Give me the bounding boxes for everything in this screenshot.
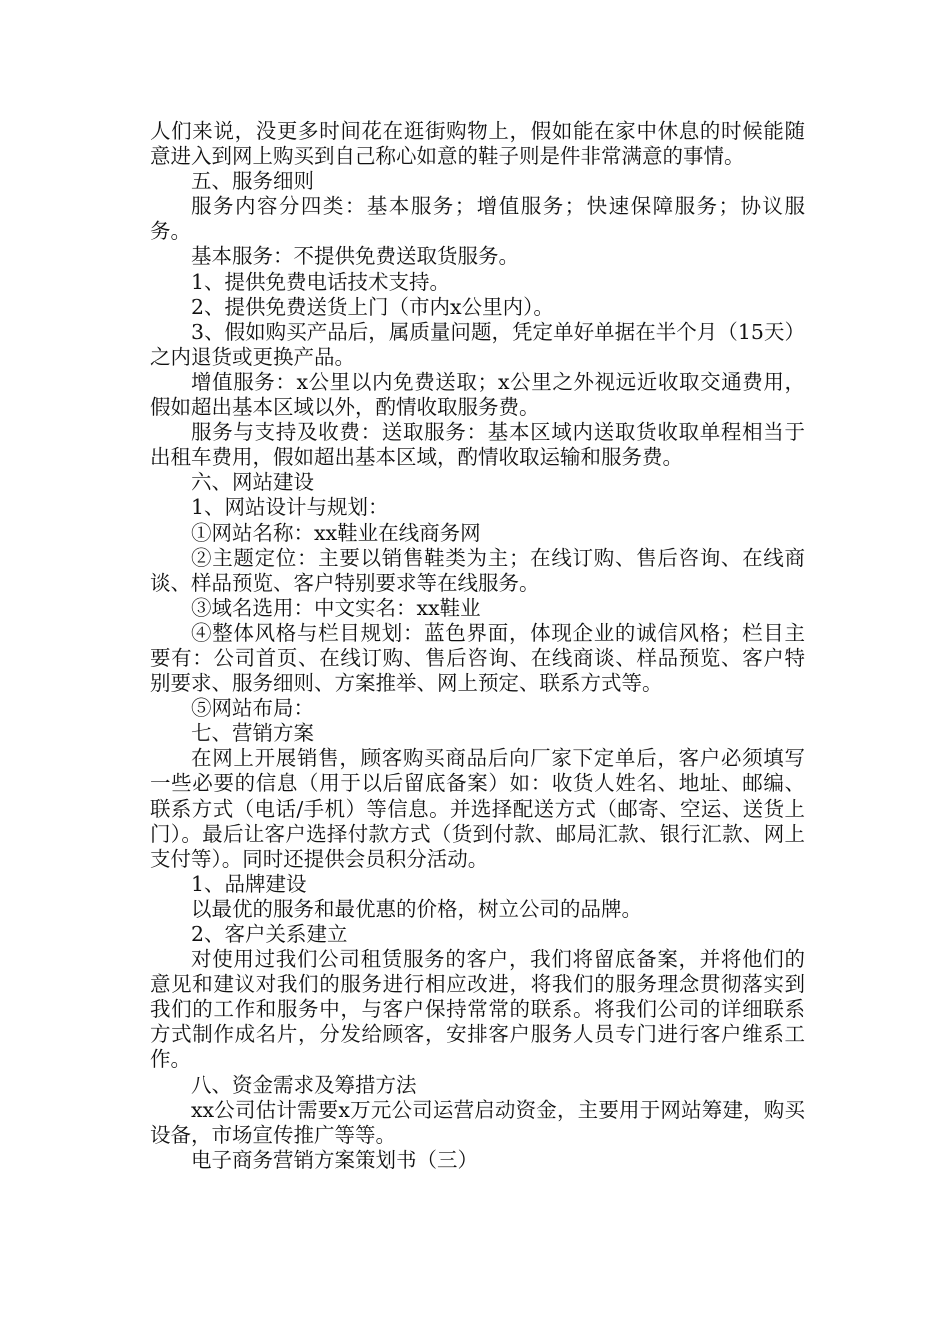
paragraph: 服务内容分四类：基本服务；增值服务；快速保障服务；协议服务。 bbox=[150, 194, 805, 244]
list-item: ③域名选用：中文实名：xx鞋业 bbox=[191, 595, 481, 620]
list-item: 3、假如购买产品后，属质量问题，凭定单好单据在半个月（15天）之内退货或更换产品。 bbox=[150, 319, 805, 369]
list-item: ①网站名称：xx鞋业在线商务网 bbox=[191, 520, 481, 545]
list-item: ②主题定位：主要以销售鞋类为主；在线订购、售后咨询、在线商谈、样品预览、客户特别要求等在线服务。 bbox=[150, 545, 805, 595]
list-item: ⑤网站布局： bbox=[191, 696, 314, 721]
paragraph: 在网上开展销售，顾客购买商品后向厂家下定单后，客户必须填写一些必要的信息（用于以后留底备案）如：收货人姓名、地址、邮编、联系方式（电话/手机）等信息。并选择配送方式（邮寄、空运、送货上门）。最后让客户选择付款方式（货到付款、邮局汇款、银行汇款、网上支付等）。同时还提供会员积分活动。 bbox=[150, 746, 805, 871]
list-item: ④整体风格与栏目规划：蓝色界面，体现企业的诚信风格；栏目主要有：公司首页、在线订购、售后咨询、在线商谈、样品预览、客户特别要求、服务细则、方案推举、网上预定、联系方式等。 bbox=[150, 620, 805, 696]
section-heading-service-details: 五、服务细则 bbox=[191, 169, 314, 194]
document-body bbox=[150, 119, 805, 1173]
section-heading-funding: 八、资金需求及筹措方法 bbox=[191, 1072, 417, 1097]
section-heading-website-construction: 六、网站建设 bbox=[191, 470, 314, 495]
paragraph: 以最优的服务和最优惠的价格，树立公司的品牌。 bbox=[191, 896, 642, 921]
paragraph: xx公司估计需要x万元公司运营启动资金，主要用于网站筹建，购买设备，市场宣传推广等等。 bbox=[150, 1097, 805, 1147]
paragraph: 增值服务：x公里以内免费送取；x公里之外视远近收取交通费用，假如超出基本区域以外，酌情收取服务费。 bbox=[150, 369, 805, 420]
list-item: 1、提供免费电话技术支持。 bbox=[191, 269, 451, 294]
document-subtitle: 电子商务营销方案策划书（三） bbox=[191, 1147, 478, 1172]
list-item: 2、客户关系建立 bbox=[191, 922, 348, 946]
list-item: 1、品牌建设 bbox=[191, 871, 307, 896]
list-item: 2、提供免费送货上门（市内x公里内）。 bbox=[191, 294, 554, 319]
list-item: 1、网站设计与规划： bbox=[191, 495, 389, 520]
paragraph: 对使用过我们公司租赁服务的客户，我们将留底备案，并将他们的意见和建议对我们的服务进行相应改进，将我们的服务理念贯彻落实到我们的工作和服务中，与客户保持常常的联系。将我们公司的详细联系方式制作成名片，分发给顾客，安排客户服务人员专门进行客户维系工作。 bbox=[150, 947, 805, 1072]
paragraph-continuation: 人们来说，没更多时间花在逛街购物上，假如能在家中休息的时候能随意进入到网上购买到自己称心如意的鞋子则是件非常满意的事情。 bbox=[150, 119, 805, 169]
paragraph: 基本服务：不提供免费送取货服务。 bbox=[191, 244, 519, 269]
section-heading-marketing-plan: 七、营销方案 bbox=[191, 721, 314, 746]
paragraph: 服务与支持及收费：送取服务：基本区域内送取货收取单程相当于出租车费用，假如超出基本区域，酌情收取运输和服务费。 bbox=[150, 420, 805, 470]
